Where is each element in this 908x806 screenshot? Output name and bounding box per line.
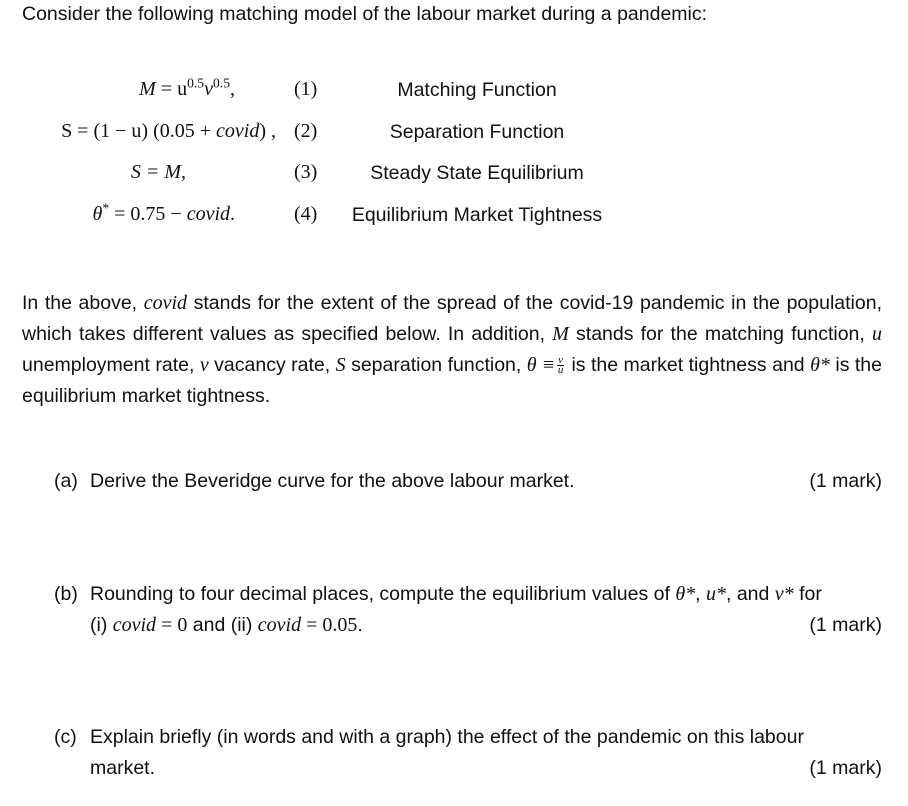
question-c-line-1: Explain briefly (in words and with a graph) the effect of the pandemic on this labour <box>90 726 804 748</box>
question-b-text-3: , and <box>726 583 775 605</box>
equation-3: S = M, <box>130 161 186 183</box>
para-text-2: stands for the extent of the spread of the covid-19 pandemic in the population, which takes different values as specified below. In addition, <box>22 292 882 345</box>
para-text-4: unemployment rate, <box>22 354 200 376</box>
question-b-eq-1: = 0 <box>156 614 188 636</box>
question-b-covid-1: covid <box>112 614 157 636</box>
eq4-theta: θ <box>92 203 103 225</box>
eq4-dot: . <box>230 203 235 225</box>
question-c-label: (c) <box>54 726 77 748</box>
para-text-3: stands for the matching function, <box>568 323 872 345</box>
para-m: M <box>552 323 569 345</box>
question-a <box>54 466 882 497</box>
question-c-line-2: market. <box>90 757 156 779</box>
equation-3-number: (3) <box>294 161 318 183</box>
equation-2-label: Separation Function <box>389 121 565 143</box>
question-b-covid-2: covid <box>257 614 302 636</box>
question-b-label: (b) <box>54 583 78 605</box>
equation-4 <box>92 200 236 226</box>
eq1-u: = u <box>155 78 188 100</box>
question-a-mark: (1 mark) <box>809 470 882 492</box>
eq2-covid: covid <box>216 120 260 142</box>
question-a-label: (a) <box>54 470 78 492</box>
para-text-5: vacancy rate, <box>208 354 336 376</box>
para-v: v <box>199 354 209 376</box>
para-s: S <box>335 354 346 376</box>
question-b <box>54 579 882 641</box>
frac-numerator: v <box>558 354 564 367</box>
intro-text: Consider the following matching model of the labour market during a pandemic: <box>22 3 708 25</box>
question-c-mark: (1 mark) <box>809 757 882 779</box>
eq2-main: S = (1 − u) (0.05 + <box>61 120 217 142</box>
question-b-text-5: (i) <box>90 614 113 636</box>
para-text-7: is the market tightness and <box>566 354 811 376</box>
question-b-theta-star: θ* <box>675 583 696 605</box>
question-b-text-7: . <box>357 614 363 636</box>
definitions-paragraph <box>22 288 882 412</box>
equation-3-label: Steady State Equilibrium <box>370 162 584 184</box>
para-theta-def: θ ≡ <box>526 354 556 376</box>
question-c-line-2-row <box>90 753 882 784</box>
question-b-text-6: and (ii) <box>187 614 258 636</box>
eq4-rest: = 0.75 − <box>109 203 187 225</box>
eq1-comma: , <box>230 78 235 100</box>
para-text-8: is the equilibrium market tightness. <box>22 354 882 407</box>
eq4-star: * <box>102 200 110 216</box>
para-fraction <box>557 356 564 375</box>
question-b-mark: (1 mark) <box>809 614 882 636</box>
question-b-text-4: for <box>793 583 822 605</box>
para-u: u <box>871 323 882 345</box>
equation-1-number: (1) <box>294 78 318 100</box>
equation-4-number: (4) <box>294 203 318 225</box>
para-theta-star: θ* <box>810 354 830 376</box>
question-b-text-1: Rounding to four decimal places, compute the equilibrium values of <box>90 583 676 605</box>
question-b-line-1 <box>90 579 882 610</box>
eq1-exp-v: 0.5 <box>213 75 230 91</box>
equation-4-label: Equilibrium Market Tightness <box>351 204 603 226</box>
eq1-m: M <box>139 78 156 100</box>
eq2-tail: ) , <box>259 120 276 142</box>
question-a-text: Derive the Beveridge curve for the above labour market. <box>90 470 575 492</box>
para-text-1: In the above, <box>22 292 144 314</box>
equation-2 <box>61 120 276 143</box>
eq1-exp-u: 0.5 <box>187 75 205 91</box>
equation-2-number: (2) <box>294 120 318 142</box>
equation-1 <box>139 75 235 101</box>
para-covid: covid <box>143 292 187 314</box>
equation-1-label: Matching Function <box>397 79 557 101</box>
eq1-v: v <box>204 78 213 100</box>
eq4-covid: covid <box>186 203 230 225</box>
question-b-text-2: , <box>695 583 706 605</box>
frac-denominator: u <box>557 364 564 377</box>
question-c <box>54 722 882 784</box>
question-b-v-star: v* <box>774 583 794 605</box>
question-b-u-star: u* <box>706 583 726 605</box>
question-b-eq-2: = 0.05 <box>301 614 358 636</box>
question-b-line-2 <box>90 610 882 641</box>
para-text-6: separation function, <box>345 354 527 376</box>
